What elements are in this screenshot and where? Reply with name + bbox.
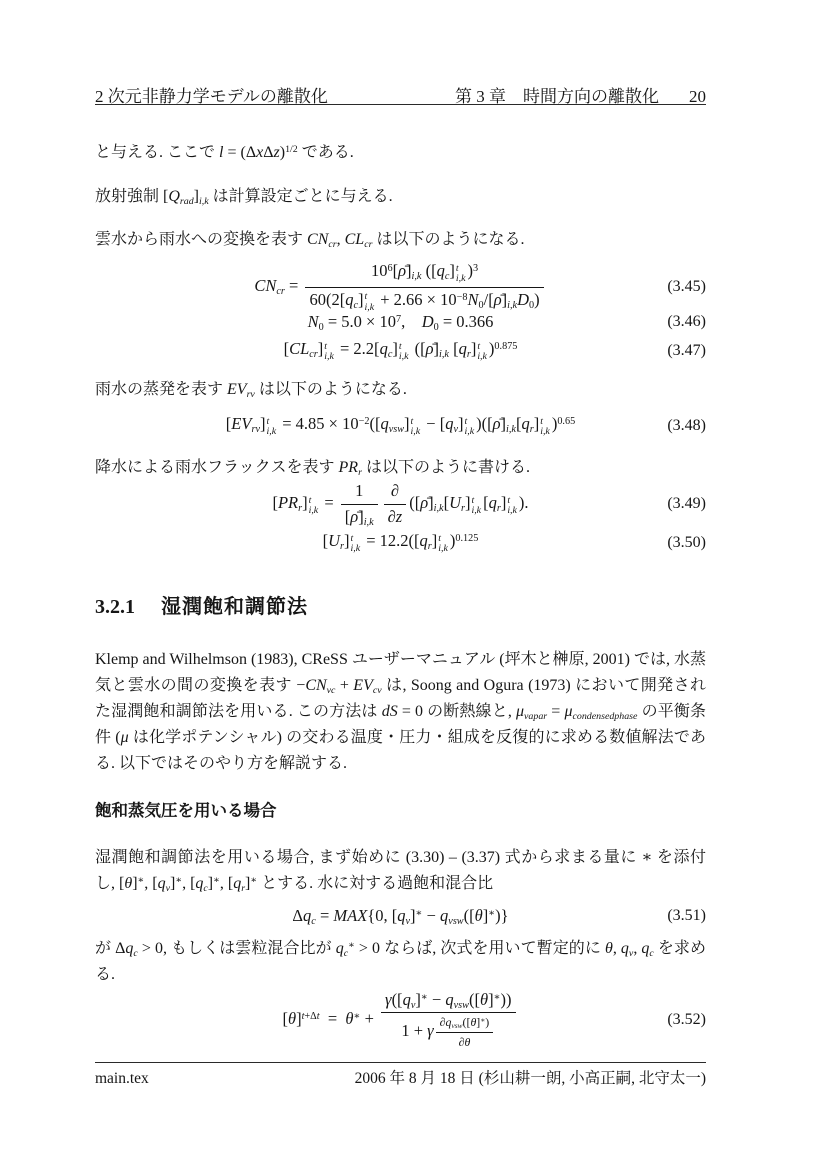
equation-3-47 <box>95 336 706 366</box>
paragraph-klemp-wilhelmson: Klemp and Wilhelmson (1983), CReSS ユーザーマニュアル (坪木と榊原, 2001) では, 水蒸気と雲水の間の変換を表す $-CN_{vc} + EV_{cv}$ は, Soong and Ogura (1973) において開発された湿潤飽和調節法を用いる. この方法は dS = 0 の断熱線と, $\mu_{vapar} = \mu_{condensedphase}$ の平衡条件 (μ は化学ポテンシャル) の交わる温度・圧力・組成を反復的に求める数値解法である. 以下ではそのやり方を解説する. <box>95 651 706 772</box>
equation-number: (3.47) <box>667 342 706 359</box>
equation-body: $[U_r]$ t i,k = $12.2([q_r]$ t i,k )$^{0.125}$ <box>322 531 479 555</box>
equation-number: (3.48) <box>667 417 706 434</box>
equation-3-51 <box>95 902 706 930</box>
paragraph-radiative-forcing: 放射強制 $[Q_{rad}]_{i,k}$ は計算設定ごとに与える. <box>95 188 393 207</box>
paragraph-rain-flux: 降水による雨水フラックスを表す $PR_r$ は以下のように書ける. <box>95 459 530 478</box>
equation-body: $\Delta q_c = MAX\{0$, $[q_v]^∗ - q_{vsw}([\theta]^∗)$} <box>292 905 509 927</box>
equation-3-50 <box>95 528 706 558</box>
footer-filename: main.tex <box>95 1070 149 1087</box>
subsection-heading: 飽和蒸気圧を用いる場合 <box>95 802 277 820</box>
header-section-title: 2 次元非静力学モデルの離散化 <box>95 87 328 106</box>
footer-rule <box>95 1062 706 1063</box>
header-page-number: 20 <box>689 87 706 106</box>
page-footer <box>95 1066 706 1088</box>
equation-3-52 <box>95 990 706 1050</box>
equation-body: $[CL_{cr}]$ t i,k = $2.2[q_c]$ t i,k ($[\rhō]_{i,k}$ $[q_r]$ t i,k )$^{0.875}$ <box>283 339 518 363</box>
equation-body: $[\theta]^{t+\Delta t}$ = θ∗ + $\gamma([q_v]^∗ - q_{vsw}([\theta]^∗))$ 1 + γ $\frac{\partial q_{vsw}([\theta]^∗)}{\partial\theta}$ <box>282 990 518 1050</box>
section-heading <box>95 590 308 619</box>
paragraph-rain-evaporation: 雨水の蒸発を表す $EV_{rv}$ は以下のようになる. <box>95 381 407 400</box>
paragraph-cloud-to-rain: 雲水から雨水への変換を表す $CN_{cr}$, $CL_{cr}$ は以下のようになる. <box>95 231 525 250</box>
footer-date-authors: 2006 年 8 月 18 日 (杉山耕一朗, 小高正嗣, 北守太一) <box>354 1070 706 1087</box>
equation-body: $[EV_{rv}]$ t i,k = $4.85 \times 10^{-2}([q_{vsw}]$ t i,k − $[q_v]$ t i,k )($[\rhō]_{i,k}[q_r]$ t i,k )$^{0.65}$ <box>225 414 576 438</box>
header-rule <box>95 104 706 105</box>
equation-number: (3.50) <box>667 534 706 551</box>
section-number: 3.2.1 <box>95 596 135 618</box>
equation-3-48 <box>95 410 706 442</box>
paragraph-length-scale: と与える. ここで $l = (\Delta x\Delta z)^{1/2}$ である. <box>95 144 354 161</box>
header-chapter-title: 第 3 章 時間方向の離散化 <box>455 87 659 106</box>
equation-number: (3.45) <box>667 278 706 295</box>
equation-body: $N_0 = 5.0 \times 10^7$, $D_0 = 0.366$ <box>307 311 494 333</box>
paragraph-moist-adjustment: 湿潤飽和調節法を用いる場合, まず始めに (3.30) – (3.37) 式から求まる量に ∗ を添付し, [θ]∗, $[q_v]^∗$, $[q_c]^∗$, $[q_r]^∗$ とする. 水に対する過飽和混合比 <box>95 849 706 894</box>
equation-body: $[PR_r]$ t i,k = $\frac{1}{[\rhō]_{i,k}}$ $\frac{\partial}{\partial z}$ ($[\rhō]_{i,k}[U_r]$ t i,k $[q_r]$ t i,k ). <box>272 480 529 528</box>
section-title: 湿潤飽和調節法 <box>161 596 308 618</box>
paragraph-delta-qc-condition: が $\Delta q_c > 0$, もしくは雲粒混合比が $q_c^∗ > 0$ ならば, 次式を用いて暫定的に θ, $q_v$, $q_c$ を求める. <box>95 940 706 983</box>
equation-number: (3.51) <box>667 907 706 924</box>
equation-number: (3.52) <box>667 1011 706 1028</box>
equation-number: (3.49) <box>667 495 706 512</box>
equation-body: $CN_{cr}$ = $10^6[\rhō]_{i,k}$ ($[q_c]$ t i,k )$^3$ $60(2[q_c]$ t i,k + $2.66 \times 10^{-8}N_0/[\rhō]_{i,k}D_0$) <box>254 261 546 313</box>
equation-3-46 <box>95 310 706 334</box>
equation-number: (3.46) <box>667 313 706 330</box>
equation-3-49 <box>95 482 706 526</box>
